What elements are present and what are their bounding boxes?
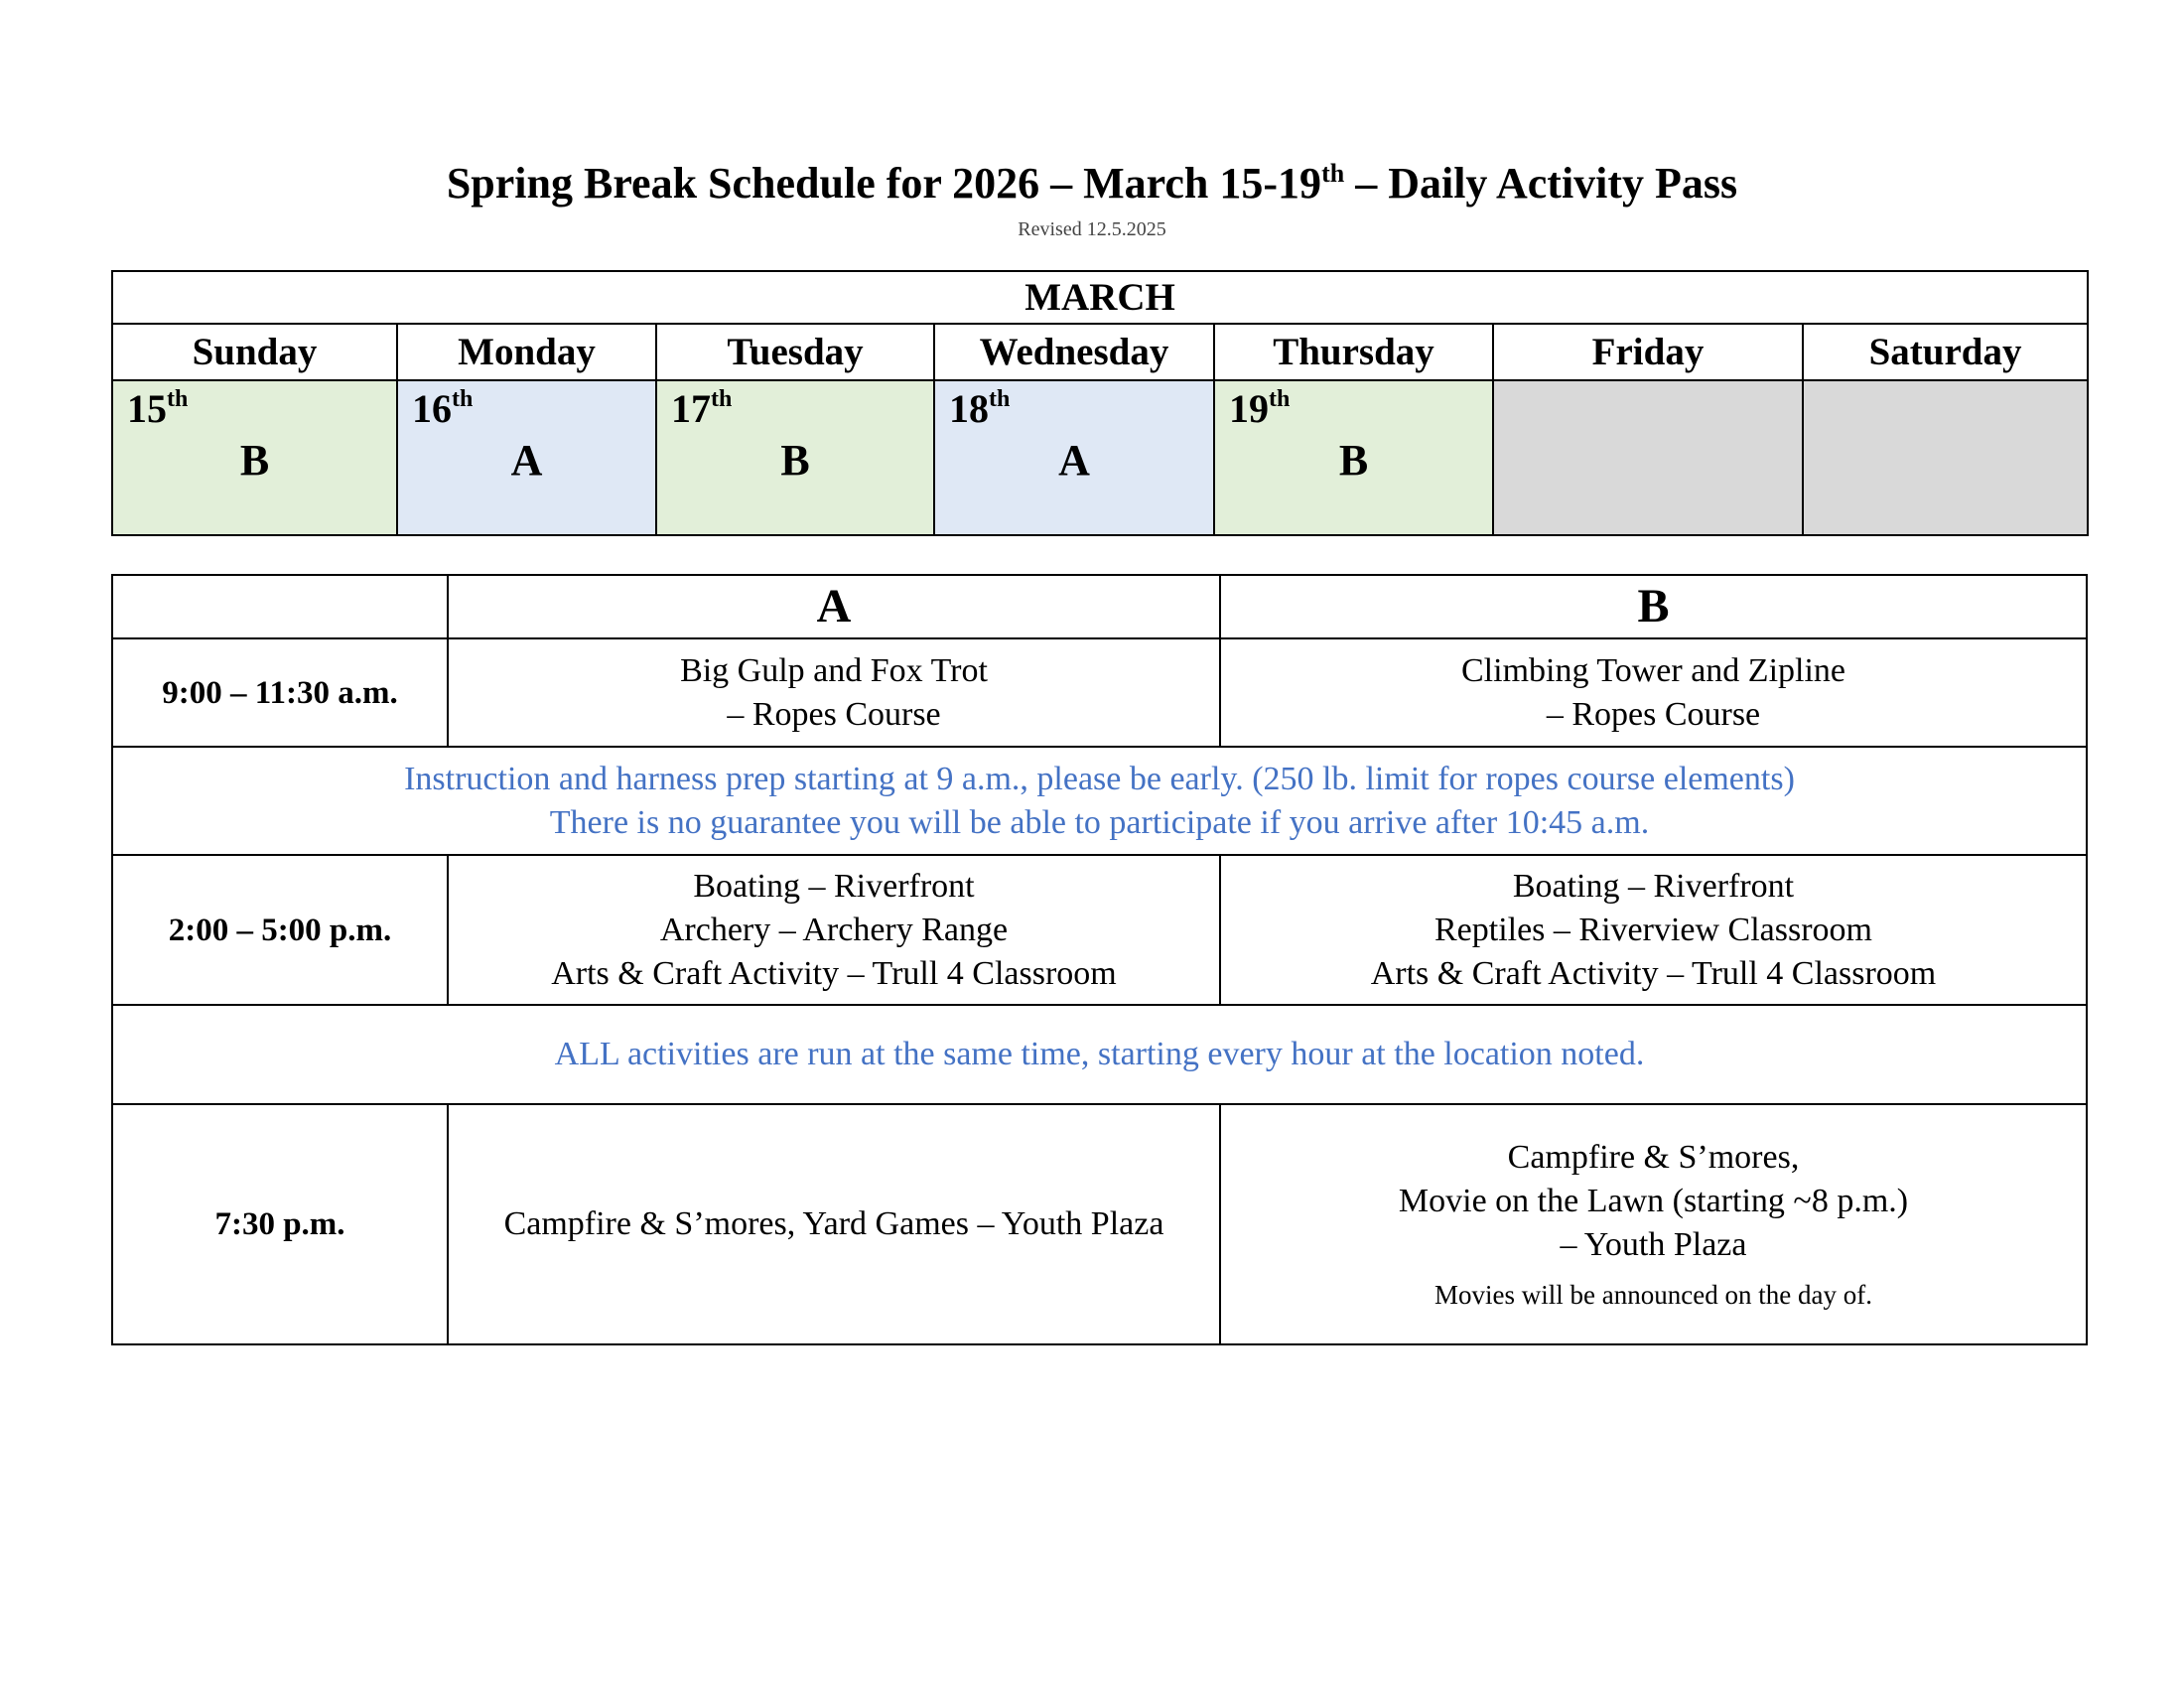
group-letter: A xyxy=(1058,436,1090,485)
afternoon-time: 2:00 – 5:00 p.m. xyxy=(112,855,448,1005)
evening-b-activity: Campfire & S’mores, Movie on the Lawn (starting ~8 p.m.) – Youth Plaza Movies will be announced on the day of. xyxy=(1220,1104,2087,1344)
afternoon-row xyxy=(112,855,2087,1005)
weekday-wednesday: Wednesday xyxy=(934,324,1214,380)
title-tail: – Daily Activity Pass xyxy=(1344,159,1738,208)
date-number: 19th xyxy=(1229,386,1291,431)
morning-note: Instruction and harness prep starting at 9 a.m., please be early. (250 lb. limit for ropes course elements) There is no guarantee you will be able to participate if you arrive after 10:45 a.m. xyxy=(112,747,2087,855)
movie-note: Movies will be announced on the day of. xyxy=(1434,1280,1872,1310)
evening-a-activity: Campfire & S’mores, Yard Games – Youth Plaza xyxy=(448,1104,1220,1344)
weekday-saturday: Saturday xyxy=(1803,324,2088,380)
group-letter: B xyxy=(1338,436,1369,485)
date-number: 15th xyxy=(127,386,189,431)
calendar-month: MARCH xyxy=(112,271,2088,324)
date-cell-sunday xyxy=(112,380,397,535)
date-number: 18th xyxy=(949,386,1011,431)
weekday-monday: Monday xyxy=(397,324,656,380)
group-letter: B xyxy=(780,436,810,485)
page-title xyxy=(0,156,2184,211)
date-cell-tuesday xyxy=(656,380,934,535)
date-cell-friday xyxy=(1493,380,1803,535)
morning-time: 9:00 – 11:30 a.m. xyxy=(112,638,448,747)
morning-note-row xyxy=(112,747,2087,855)
group-letter: A xyxy=(510,436,543,485)
afternoon-b-activities: Boating – Riverfront Reptiles – Riverview Classroom Arts & Craft Activity – Trull 4 Classroom xyxy=(1220,855,2087,1005)
column-b-header: B xyxy=(1220,575,2087,638)
morning-a-activity: Big Gulp and Fox Trot – Ropes Course xyxy=(448,638,1220,747)
date-number: 16th xyxy=(412,386,474,431)
weekday-header-row xyxy=(112,324,2088,380)
afternoon-a-activities: Boating – Riverfront Archery – Archery Range Arts & Craft Activity – Trull 4 Classroom xyxy=(448,855,1220,1005)
date-row xyxy=(112,380,2088,535)
weekday-tuesday: Tuesday xyxy=(656,324,934,380)
afternoon-note-row xyxy=(112,1005,2087,1104)
column-a-header: A xyxy=(448,575,1220,638)
afternoon-note: ALL activities are run at the same time, starting every hour at the location noted. xyxy=(112,1005,2087,1104)
revised-date: Revised 12.5.2025 xyxy=(1018,218,1166,240)
time-header-blank xyxy=(112,575,448,638)
title-main: Spring Break Schedule for 2026 – March 15-19 xyxy=(446,159,1322,208)
date-number: 17th xyxy=(671,386,733,431)
title-superscript: th xyxy=(1321,159,1345,188)
evening-time: 7:30 p.m. xyxy=(112,1104,448,1344)
schedule-table xyxy=(111,574,2088,1345)
date-cell-monday xyxy=(397,380,656,535)
date-cell-saturday xyxy=(1803,380,2088,535)
weekday-sunday: Sunday xyxy=(112,324,397,380)
weekday-friday: Friday xyxy=(1493,324,1803,380)
calendar-table xyxy=(111,270,2089,536)
morning-b-activity: Climbing Tower and Zipline – Ropes Course xyxy=(1220,638,2087,747)
morning-row xyxy=(112,638,2087,747)
date-cell-wednesday xyxy=(934,380,1214,535)
weekday-thursday: Thursday xyxy=(1214,324,1493,380)
date-cell-thursday xyxy=(1214,380,1493,535)
group-letter: B xyxy=(239,436,270,485)
schedule-header-row xyxy=(112,575,2087,638)
evening-row xyxy=(112,1104,2087,1344)
